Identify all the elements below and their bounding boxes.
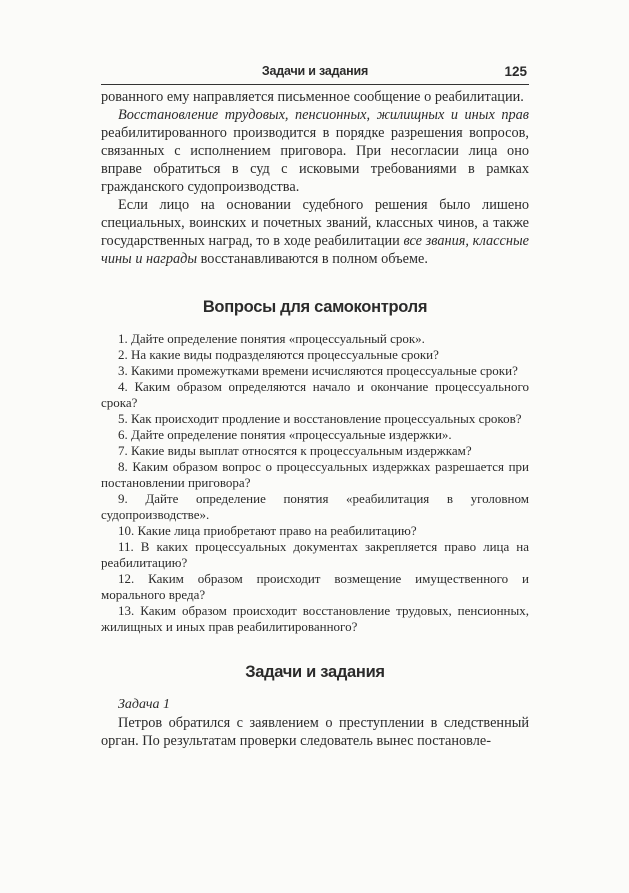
question-item: 3. Какими промежутками времени исчисляются процессуальные сроки?: [118, 363, 518, 378]
question-item: 4. Каким образом определяются начало и окончание процессуального срока?: [101, 379, 529, 410]
questions-heading: Вопросы для самоконтроля: [202, 298, 428, 316]
question-item: 8. Каким образом вопрос о процессуальных издержках разрешается при постановлении приговора?: [101, 459, 529, 490]
question-item: 12. Каким образом происходит возмещение имущественного и морального вреда?: [101, 571, 529, 602]
intro-paragraph-3: [101, 196, 529, 268]
question-item: 7. Какие виды выплат относятся к процессуальным издержкам?: [118, 443, 472, 458]
intro-paragraph-2-text: реабилитированного производится в порядке разрешения вопросов, связанных с исполнением приговора. При несогласии лица оно вправе обратиться в суд с исковыми требованиями в рамках гражданского судопроизводства.: [101, 125, 529, 195]
page-content: [101, 88, 529, 750]
emphasis-rights: Восстановление трудовых, пенсионных, жилищных и иных прав: [118, 107, 529, 123]
emphasis-titles: все звания, классные чины и награды: [101, 233, 529, 267]
intro-paragraph-1: рованного ему направляется письменное сообщение о реабилитации.: [101, 89, 524, 105]
intro-paragraph-2: [101, 106, 529, 196]
running-title: Задачи и задания: [261, 64, 369, 78]
question-item: 13. Каким образом происходит восстановление трудовых, пенсионных, жилищных и иных прав реабилитированного?: [101, 603, 529, 634]
intro-paragraph-3-end: восстанавливаются в полном объеме.: [197, 251, 428, 267]
page-number: 125: [504, 64, 527, 79]
running-head: [101, 64, 529, 85]
question-item: 6. Дайте определение понятия «процессуальные издержки».: [118, 427, 452, 442]
question-item: 2. На какие виды подразделяются процессуальные сроки?: [118, 347, 439, 362]
intro-paragraph-3-start: Если лицо на основании судебного решения было лишено специальных, воинских и почетных званий, классных чинов, а также государственных наград, то в ходе реабилитации: [101, 197, 529, 249]
task-1-text: Петров обратился с заявлением о преступлении в следственный орган. По результатам проверки следователь вынес постановле-: [101, 715, 529, 749]
question-item: 9. Дайте определение понятия «реабилитация в уголовном судопроизводстве».: [101, 491, 529, 522]
question-item: 11. В каких процессуальных документах закрепляется право лица на реабилитацию?: [101, 539, 529, 570]
question-item: 10. Какие лица приобретают право на реабилитацию?: [118, 523, 417, 538]
questions-list: [101, 331, 529, 635]
question-item: 1. Дайте определение понятия «процессуальный срок».: [118, 331, 425, 346]
question-item: 5. Как происходит продление и восстановление процессуальных сроков?: [118, 411, 522, 426]
tasks-heading: Задачи и задания: [245, 663, 385, 681]
task-1-label: Задача 1: [118, 697, 171, 712]
